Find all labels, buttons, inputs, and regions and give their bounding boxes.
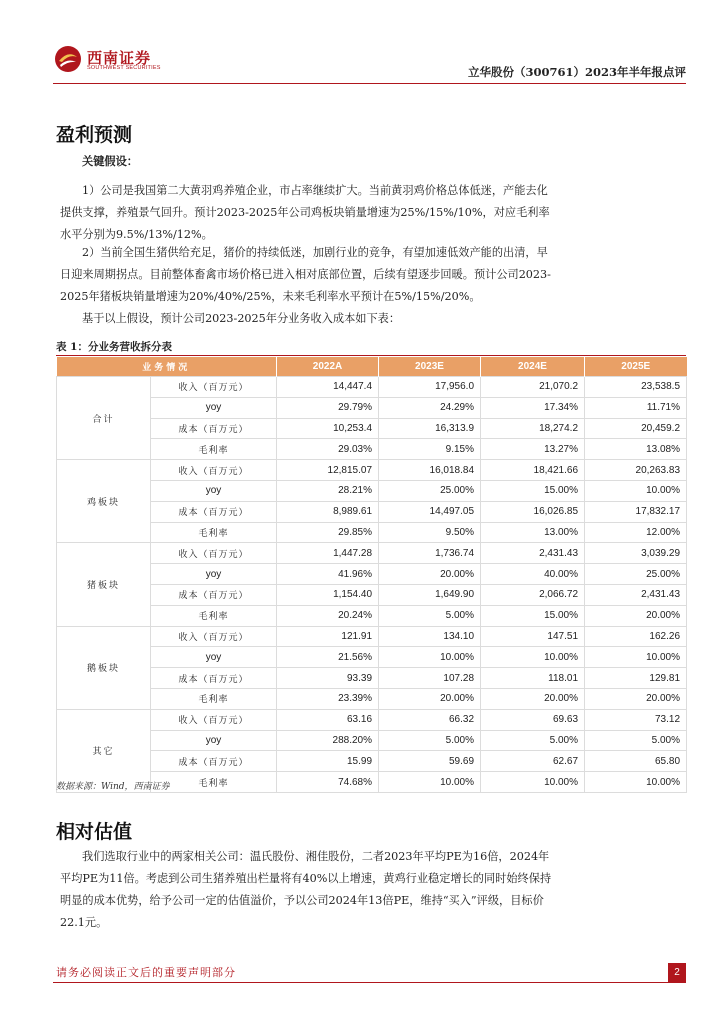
table-cell: 3,039.29 <box>585 543 687 564</box>
table-cell: 20.00% <box>585 688 687 709</box>
table-cell: 1,736.74 <box>379 543 481 564</box>
table-cell: 2,431.43 <box>585 584 687 605</box>
table-cell: 25.00% <box>585 564 687 585</box>
brand-name-en: SOUTHWEST SECURITIES <box>87 65 161 71</box>
table-cell: 41.96% <box>277 564 379 585</box>
table-cell: 20,459.2 <box>585 418 687 439</box>
table-row <box>57 501 687 522</box>
table-cell: 29.79% <box>277 397 379 418</box>
table-cell: 20.00% <box>379 688 481 709</box>
table-row <box>57 397 687 418</box>
section-heading-valuation: 相对估值 <box>56 821 133 843</box>
table-cell: 62.67 <box>481 751 585 772</box>
table-cell: 65.80 <box>585 751 687 772</box>
table-source: 数据来源：Wind，西南证券 <box>56 782 170 792</box>
segment-name: 鹅板块 <box>57 626 151 709</box>
brand-logo <box>53 44 163 76</box>
table-row <box>57 688 687 709</box>
table-row <box>57 584 687 605</box>
table-cell: 20.00% <box>379 564 481 585</box>
table-row <box>57 460 687 481</box>
brand-logo-icon <box>53 44 83 74</box>
table-cell: 18,421.66 <box>481 460 585 481</box>
assumption-paragraph-3: 基于以上假设，预计公司2023-2025年分业务收入成本如下表： <box>82 312 401 325</box>
table-title: 表 1：分业务营收拆分表 <box>56 341 172 353</box>
header-divider <box>53 83 686 84</box>
assumption-paragraph-2: 2）当前全国生猪供给充足，猪价的持续低迷，加剧行业的竞争，有望加速低效产能的出清，早日迎来周期拐点。目前整体畜禽市场价格已进入相对底部位置，后续有望逐步回暖。预计公司2023-2025年猪板块销量增速为20%/40%/25%，未来毛利率水平预计在5%/15%/20%。 <box>60 246 551 303</box>
table-row <box>57 564 687 585</box>
table-cell: 10.00% <box>585 772 687 793</box>
table-cell: 63.16 <box>277 709 379 730</box>
table-cell: 162.26 <box>585 626 687 647</box>
table-header-cell: 2024E <box>481 357 585 377</box>
row-item: 收入（百万元） <box>151 626 277 647</box>
table-cell: 21.56% <box>277 647 379 668</box>
table-cell: 17.34% <box>481 397 585 418</box>
table-cell: 20,263.83 <box>585 460 687 481</box>
table-cell: 20.24% <box>277 605 379 626</box>
row-item: 成本（百万元） <box>151 418 277 439</box>
row-item: 毛利率 <box>151 605 277 626</box>
table-cell: 20.00% <box>585 605 687 626</box>
table-cell: 12.00% <box>585 522 687 543</box>
segment-name: 其它 <box>57 709 151 792</box>
table-cell: 15.99 <box>277 751 379 772</box>
table-cell: 134.10 <box>379 626 481 647</box>
row-item: 毛利率 <box>151 439 277 460</box>
footer-divider <box>53 982 686 983</box>
table-cell: 1,154.40 <box>277 584 379 605</box>
table-cell: 16,313.9 <box>379 418 481 439</box>
table-cell: 73.12 <box>585 709 687 730</box>
row-item: yoy <box>151 730 277 751</box>
table-cell: 69.63 <box>481 709 585 730</box>
table-cell: 25.00% <box>379 480 481 501</box>
table-cell: 16,026.85 <box>481 501 585 522</box>
table-cell: 29.03% <box>277 439 379 460</box>
table-cell: 13.00% <box>481 522 585 543</box>
table-cell: 9.50% <box>379 522 481 543</box>
page-number: 2 <box>668 963 686 983</box>
table-cell: 23.39% <box>277 688 379 709</box>
table-header-row <box>57 357 687 377</box>
table-cell: 10.00% <box>379 772 481 793</box>
table-cell: 14,447.4 <box>277 377 379 398</box>
table-cell: 5.00% <box>481 730 585 751</box>
table-cell: 1,447.28 <box>277 543 379 564</box>
row-item: 毛利率 <box>151 772 277 793</box>
table-header-cell: 2022A <box>277 357 379 377</box>
table-row <box>57 377 687 398</box>
footer-disclaimer: 请务必阅读正文后的重要声明部分 <box>56 966 236 979</box>
row-item: yoy <box>151 480 277 501</box>
table-cell: 5.00% <box>379 605 481 626</box>
table-cell: 24.29% <box>379 397 481 418</box>
table-cell: 11.71% <box>585 397 687 418</box>
row-item: 收入（百万元） <box>151 377 277 398</box>
table-header-cell: 2025E <box>585 357 687 377</box>
table-row <box>57 439 687 460</box>
row-item: 毛利率 <box>151 688 277 709</box>
table-cell: 10,253.4 <box>277 418 379 439</box>
table-cell: 20.00% <box>481 688 585 709</box>
row-item: 收入（百万元） <box>151 460 277 481</box>
table-cell: 17,956.0 <box>379 377 481 398</box>
assumption-paragraph-1: 1）公司是我国第二大黄羽鸡养殖企业，市占率继续扩大。当前黄羽鸡价格总体低迷，产能去化提供支撑，养殖景气回升。预计2023-2025年公司鸡板块销量增速为25%/15%/10%，对应毛利率水平分别为9.5%/13%/12%。 <box>60 184 550 241</box>
table-cell: 15.00% <box>481 605 585 626</box>
row-item: 成本（百万元） <box>151 584 277 605</box>
table-row <box>57 605 687 626</box>
table-row <box>57 480 687 501</box>
table-cell: 10.00% <box>481 647 585 668</box>
row-item: 成本（百万元） <box>151 751 277 772</box>
table-cell: 29.85% <box>277 522 379 543</box>
table-cell: 9.15% <box>379 439 481 460</box>
table-cell: 13.27% <box>481 439 585 460</box>
table-row <box>57 647 687 668</box>
table-row <box>57 522 687 543</box>
table-cell: 17,832.17 <box>585 501 687 522</box>
table-cell: 2,066.72 <box>481 584 585 605</box>
key-assumptions-label: 关键假设： <box>82 154 138 168</box>
segment-name: 合计 <box>57 377 151 460</box>
table-cell: 10.00% <box>585 480 687 501</box>
report-title: 立华股份（300761）2023年半年报点评 <box>467 65 686 79</box>
table-cell: 14,497.05 <box>379 501 481 522</box>
table-cell: 18,274.2 <box>481 418 585 439</box>
revenue-breakdown-table <box>56 357 687 793</box>
table-row <box>57 543 687 564</box>
table-cell: 28.21% <box>277 480 379 501</box>
row-item: yoy <box>151 397 277 418</box>
table-cell: 129.81 <box>585 668 687 689</box>
table-row <box>57 730 687 751</box>
table-cell: 10.00% <box>379 647 481 668</box>
row-item: yoy <box>151 647 277 668</box>
segment-name: 鸡板块 <box>57 460 151 543</box>
table-cell: 1,649.90 <box>379 584 481 605</box>
table-cell: 121.91 <box>277 626 379 647</box>
segment-name: 猪板块 <box>57 543 151 626</box>
row-item: yoy <box>151 564 277 585</box>
table-cell: 5.00% <box>585 730 687 751</box>
table-cell: 2,431.43 <box>481 543 585 564</box>
table-cell: 107.28 <box>379 668 481 689</box>
table-header-cell: 业务情况 <box>57 357 277 377</box>
row-item: 收入（百万元） <box>151 543 277 564</box>
row-item: 成本（百万元） <box>151 501 277 522</box>
table-row <box>57 751 687 772</box>
row-item: 收入（百万元） <box>151 709 277 730</box>
table-row <box>57 668 687 689</box>
table-cell: 40.00% <box>481 564 585 585</box>
table-cell: 8,989.61 <box>277 501 379 522</box>
table-cell: 21,070.2 <box>481 377 585 398</box>
table-cell: 13.08% <box>585 439 687 460</box>
brand-name-cn: 西南证券 <box>87 49 152 67</box>
table-cell: 288.20% <box>277 730 379 751</box>
table-cell: 12,815.07 <box>277 460 379 481</box>
table-title-divider <box>56 355 686 356</box>
table-cell: 16,018.84 <box>379 460 481 481</box>
table-header-cell: 2023E <box>379 357 481 377</box>
row-item: 毛利率 <box>151 522 277 543</box>
table-cell: 5.00% <box>379 730 481 751</box>
table-cell: 10.00% <box>585 647 687 668</box>
table-row <box>57 709 687 730</box>
table-cell: 23,538.5 <box>585 377 687 398</box>
table-cell: 10.00% <box>481 772 585 793</box>
table-row <box>57 626 687 647</box>
table-cell: 118.01 <box>481 668 585 689</box>
table-cell: 93.39 <box>277 668 379 689</box>
table-cell: 66.32 <box>379 709 481 730</box>
row-item: 成本（百万元） <box>151 668 277 689</box>
table-cell: 74.68% <box>277 772 379 793</box>
table-cell: 59.69 <box>379 751 481 772</box>
valuation-paragraph: 我们选取行业中的两家相关公司：温氏股份、湘佳股份，二者2023年平均PE为16倍，2024年平均PE为11倍。考虑到公司生猪养殖出栏量将有40%以上增速，黄鸡行业稳定增长的同时始终保持明显的成本优势，给予公司一定的估值溢价，予以公司2024年13倍PE，维持“买入”评级，目标价22.1元。 <box>60 850 552 929</box>
table-cell: 147.51 <box>481 626 585 647</box>
table-row <box>57 418 687 439</box>
section-heading-forecast: 盈利预测 <box>56 124 133 146</box>
table-cell: 15.00% <box>481 480 585 501</box>
